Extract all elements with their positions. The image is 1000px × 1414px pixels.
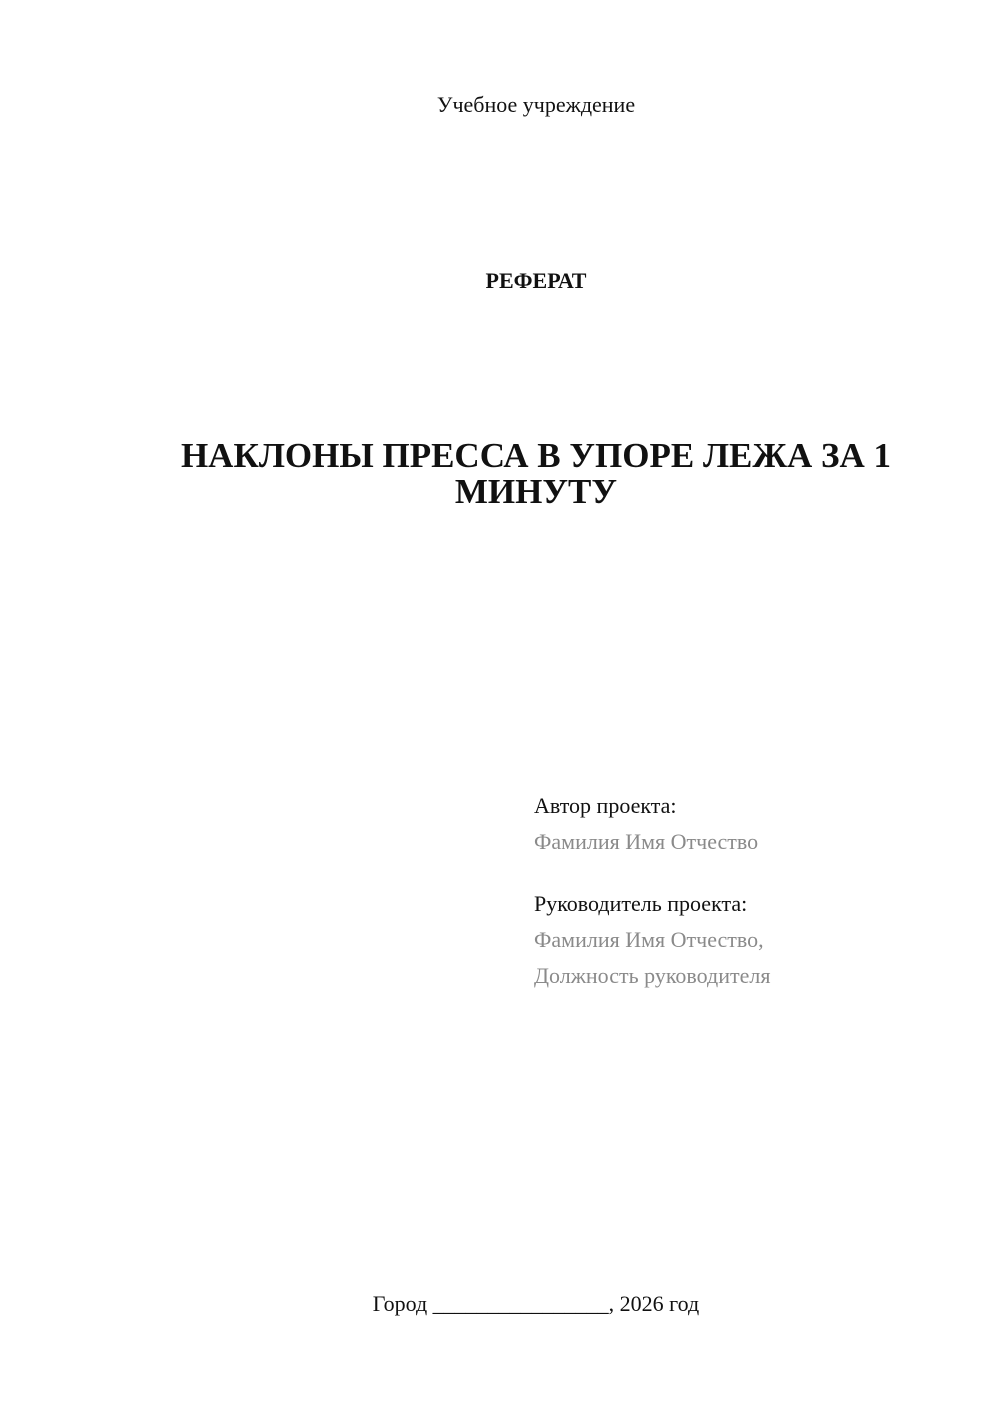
city-year-line: Город ________________, 2026 год	[372, 1291, 700, 1316]
supervisor-position: Должность руководителя	[534, 963, 771, 988]
credits-spacer	[534, 860, 770, 886]
author-name: Фамилия Имя Отчество	[534, 829, 759, 854]
supervisor-name: Фамилия Имя Отчество,	[534, 927, 764, 952]
topic-title	[100, 438, 972, 510]
document-type: РЕФЕРАТ	[485, 268, 587, 293]
credits-block	[534, 788, 770, 994]
author-label: Автор проекта:	[534, 793, 677, 818]
supervisor-label: Руководитель проекта:	[534, 891, 748, 916]
topic-title-line-2: МИНУТУ	[454, 472, 618, 511]
institution-name: Учебное учреждение	[436, 92, 636, 117]
topic-title-line-1: НАКЛОНЫ ПРЕССА В УПОРЕ ЛЕЖА ЗА 1	[180, 436, 892, 475]
